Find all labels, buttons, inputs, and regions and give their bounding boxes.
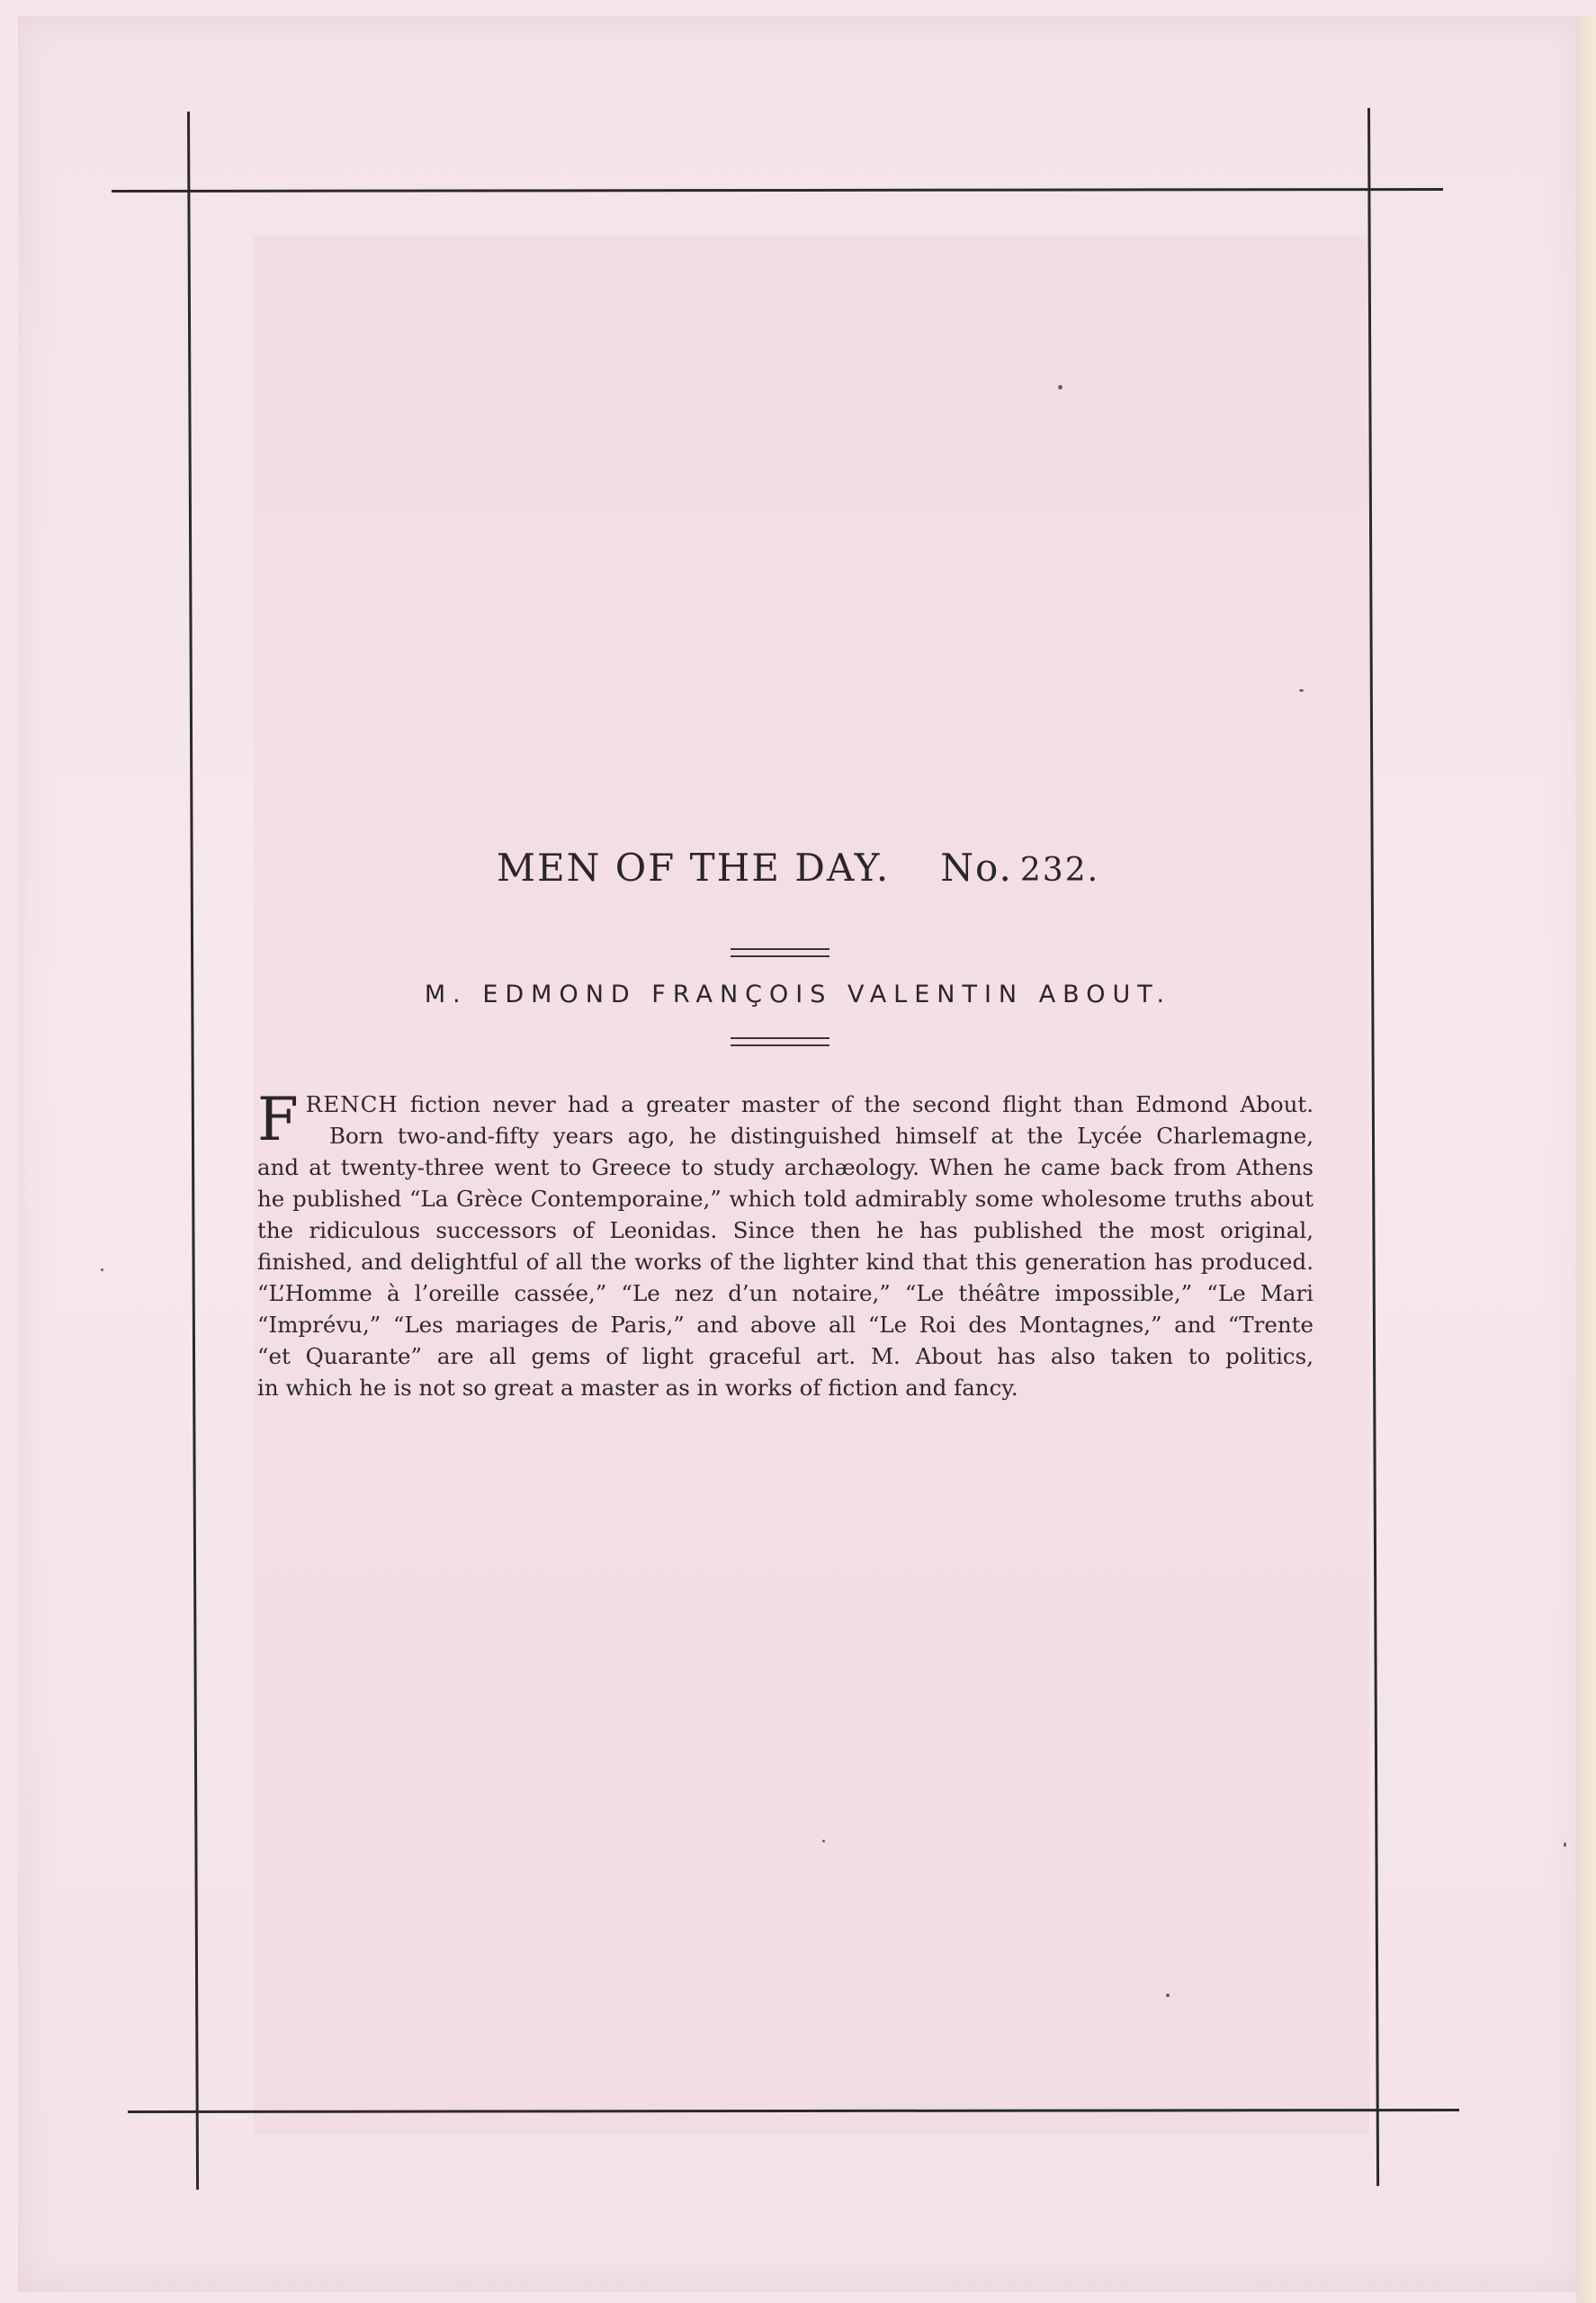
paper-speck bbox=[1058, 385, 1063, 390]
bio-line bbox=[257, 1372, 1314, 1403]
bio-line bbox=[257, 1183, 1314, 1214]
bio-line-text: he published “La Grèce Contemporaine,” which told admirably some wholesome truths about bbox=[257, 1186, 1314, 1212]
paper-speck bbox=[1564, 1842, 1566, 1847]
paper-edge bbox=[1576, 16, 1596, 2303]
bio-line-text: fiction never had a greater master of the second flight than Edmond About. bbox=[398, 1091, 1314, 1117]
bio-line-text: “L’Homme à l’oreille cassée,” “Le nez d’un notaire,” “Le théâtre impossible,” “Le Mari bbox=[257, 1280, 1314, 1306]
bio-line bbox=[257, 1309, 1314, 1340]
bio-line-text: Born two-and-fifty years ago, he distinguished himself at the Lycée Charlemagne, bbox=[329, 1123, 1314, 1149]
bio-line bbox=[257, 1277, 1314, 1309]
bio-line-text: “et Quarante” are all gems of light graceful art. M. About has also taken to politics, bbox=[257, 1343, 1314, 1369]
number-label: No. bbox=[940, 846, 1013, 890]
bio-line-text: the ridiculous successors of Leonidas. Since then he has published the most original, bbox=[257, 1217, 1314, 1243]
paper-speck bbox=[101, 1268, 103, 1271]
bio-line bbox=[257, 1152, 1314, 1183]
bio-line-text: “Imprévu,” “Les mariages de Paris,” and above all “Le Roi des Montagnes,” and “Trente bbox=[257, 1312, 1314, 1338]
subject-name: M. EDMOND FRANÇOIS VALENTIN ABOUT. bbox=[424, 981, 1172, 1008]
drop-cap: F bbox=[257, 1085, 299, 1154]
title-divider-top bbox=[731, 948, 829, 957]
biography-text bbox=[257, 1085, 1314, 1403]
issue-number: 232. bbox=[1019, 852, 1100, 889]
page-title bbox=[0, 846, 1596, 890]
series-title: MEN OF THE DAY. bbox=[496, 846, 891, 890]
bio-line bbox=[257, 1120, 1314, 1152]
bio-line bbox=[257, 1340, 1314, 1372]
title-divider-bottom bbox=[731, 1037, 829, 1046]
bio-line bbox=[257, 1246, 1314, 1277]
bio-line bbox=[257, 1214, 1314, 1246]
bio-line-text: finished, and delightful of all the works of the lighter kind that this generation has produced. bbox=[257, 1249, 1314, 1275]
bio-line-text: and at twenty-three went to Greece to study archæology. When he came back from Athens bbox=[257, 1154, 1314, 1180]
bio-line bbox=[257, 1089, 1314, 1120]
bio-lead-word: RENCH bbox=[305, 1091, 399, 1117]
paper-speck bbox=[822, 1840, 825, 1842]
paper-speck bbox=[1166, 1994, 1170, 1997]
paper-speck bbox=[1299, 689, 1304, 692]
bio-line-text: in which he is not so great a master as in works of fiction and fancy. bbox=[257, 1375, 1018, 1401]
